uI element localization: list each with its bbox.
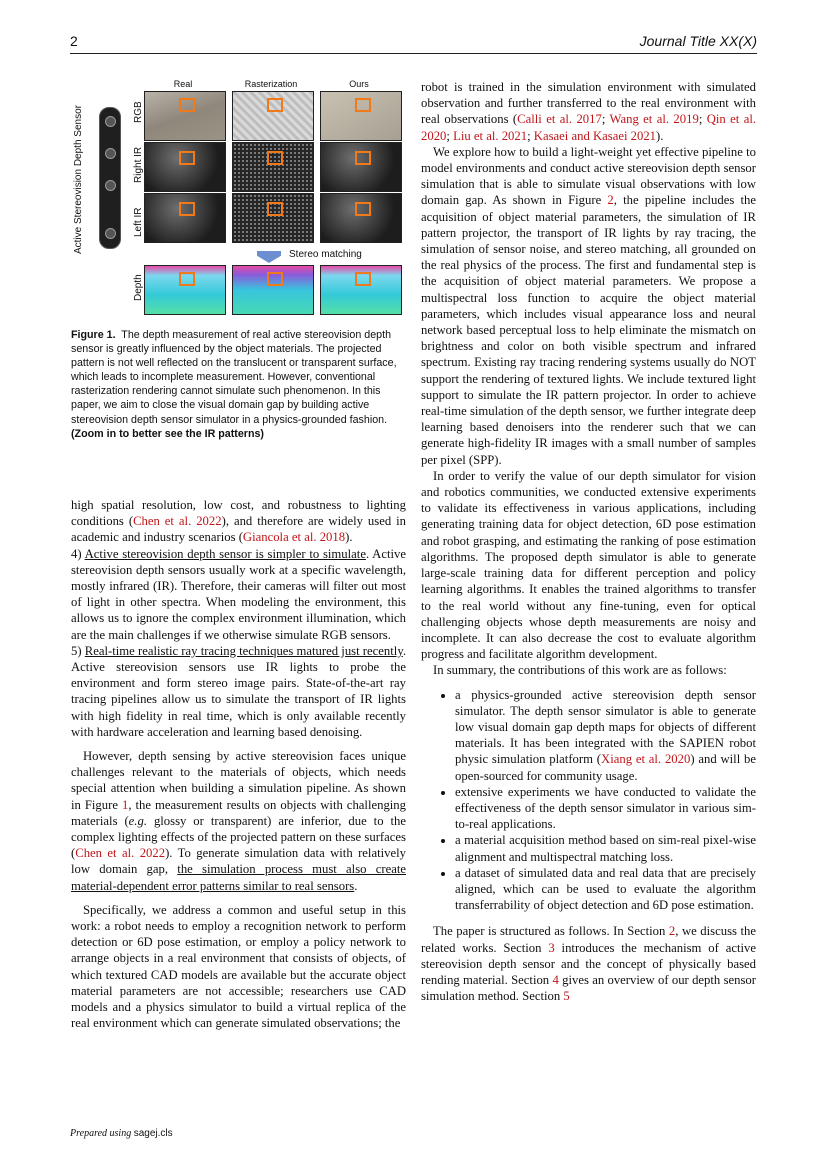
citation-link[interactable]: Qin et al. 2020: [421, 112, 757, 143]
panel-right-ir-rasterization: [232, 142, 314, 192]
figure-caption: [71, 328, 406, 441]
citation-link[interactable]: Giancola et al. 2018: [242, 530, 346, 545]
page-number: 2: [70, 33, 78, 49]
figure-ref-link[interactable]: 2: [607, 193, 614, 208]
left-paragraph-4: However, depth sensing by active stereovision faces unique challenges relevant to the materials of objects, which needs special attention when building a simulation pipeline. As shown in Figure 1, the measurement results on objects with challenging materials (e.g. glossy or transparent) are inferior, due to the complex lighting effects of the projected pattern on these surfaces (Chen et al. 2022). To generate simulation data with relatively low domain gap, the simulation process must also create material-dependent error patterns similar to real sensors.: [71, 749, 406, 893]
header-rule: [70, 53, 757, 54]
caption-bold: (Zoom in to better see the IR patterns): [71, 427, 264, 440]
panel-left-ir-real: [144, 193, 226, 243]
list-item: • extensive experiments we have conducted to validate the effectiveness of the depth sensor simulator in various sim-to-real applications.: [455, 784, 756, 833]
citation-link[interactable]: Liu et al. 2021: [453, 128, 528, 143]
caption-label: Figure 1.: [71, 329, 116, 341]
right-paragraph-1: robot is trained in the simulation environment with simulated observation and further transferred to the real environment with real observations (Calli et al. 2017; Wang et al. 2019; Qin et al. 2020; Liu et al. 2021; Kasaei and Kasaei 2021).: [421, 80, 757, 143]
stereo-matching-label: Stereo matching: [289, 249, 362, 260]
figure-side-label: Active Stereovision Depth Sensor: [73, 105, 84, 254]
citation-link[interactable]: Xiang et al. 2020: [601, 752, 691, 767]
contributions-list: [421, 687, 756, 914]
right-column: [421, 79, 756, 1004]
left-paragraph-1: high spatial resolution, low cost, and robustness to lighting conditions (Chen et al. 2022), and therefore are widely used in academic and industry scenarios (Giancola et al. 2018).: [71, 498, 406, 545]
panel-left-ir-ours: [320, 193, 402, 243]
list-item: • a physics-grounded active stereovision depth sensor simulator. The depth sensor simulator is able to generate low visual domain gap depth maps for objects of different materials. It has been integrated with the SAPIEN robot physic simulation platform (Xiang et al. 2020) and will be open-sourced for community usage.: [455, 687, 756, 784]
left-column: [71, 497, 406, 1032]
panel-right-ir-ours: [320, 142, 402, 192]
right-paragraph-3: In order to verify the value of our depth simulator for vision and robotics communities, we conducted extensive experiments to validate its effectiveness in various applications, including generating training data for object detection, 6D pose estimation and robot grasping, and estimating the ranking of pose estimation algorithms. The proposed depth simulator is able to generate large-scale training data for different perception and policy learning algorithms. It enables the trained algorithms to transfer to the real world without any fine-tuning, even for optical challenging objects whose depth measurements are noisy and incomplete. It can also decrease the cost to evaluate algorithm progress and facilitate algorithm development.: [421, 468, 756, 662]
citation-link[interactable]: Chen et al. 2022: [133, 514, 222, 529]
footer: Prepared using sagej.cls: [70, 1128, 173, 1139]
left-paragraph-3: 5) Real-time realistic ray tracing techniques matured just recently. Active stereovision sensors use IR lights to probe the environment and form stereo image pairs. State-of-the-art ray tracing pipelines allow us to simulate the transport of IR lights with high fidelity in real time, which is only available recently with hardware acceleration and learning based denoising.: [71, 643, 407, 739]
left-paragraph-2: 4) Active stereovision depth sensor is simpler to simulate. Active stereovision depth sensors usually work at a specific wavelength, mostly infrared (IR). Therefore, their cameras will filter out most of light in other spectra. When modeling the environment, this allows us to ignore the complex environment illumination, which are the main challenges if we otherwise simulate RGB sensors.: [71, 546, 406, 642]
col-label-ours: Ours: [349, 79, 369, 89]
citation-link[interactable]: Calli et al. 2017: [517, 112, 602, 127]
col-label-real: Real: [173, 79, 193, 89]
journal-title: Journal Title XX(X): [639, 33, 757, 49]
right-paragraph-5: The paper is structured as follows. In Section 2, we discuss the related works. Section 3 introduces the mechanism of active stereovision depth sensor and the concept of physically based rending material. Section 4 gives an overview of our depth sensor simulation method. Section 5: [421, 924, 756, 1004]
figure-ref-link[interactable]: 1: [121, 797, 129, 812]
row-label-left-ir: Left IR: [133, 207, 144, 237]
sensor-illustration: [99, 107, 121, 249]
row-label-depth: Depth: [133, 274, 144, 301]
row-label-rgb: RGB: [133, 101, 144, 123]
panel-right-ir-real: [144, 142, 226, 192]
col-label-rasterization: Rasterization: [244, 79, 298, 89]
section-ref-link[interactable]: 2: [668, 924, 676, 939]
figure-1: [71, 79, 406, 319]
right-paragraph-2: We explore how to build a light-weight yet effective pipeline to model environments and conduct active stereovision depth sensor simulation that is able to simulate visual observations with low domain gap. As shown in Figure 2, the pipeline includes the acquisition of object material parameters, the simulation of IR pattern projector, the transport of IR lights by ray tracing, the simulation of sensor noise, and stereo matching, all grounded on the real physics of the process. The first and fundamental step is the acquisition of object material parameters. We propose a multispectral loss function to acquire the object material parameters, which includes visual appearance loss and neural network based perceptual loss to help eliminate the mismatch on brightness and color on both visible spectrum and infrared spectrum. Existing ray tracing rendering systems usually do NOT support the rendering of textured lights. We include textured light support to simulate the IR pattern projector. In order to achieve real-time simulation of the depth sensor, we further integrate deep learning based denoisers into the renderer such that we can generate high-fidelity IR images with a small number of samples per pixel (SPP).: [421, 144, 756, 467]
panel-rgb-ours: [320, 91, 402, 141]
right-paragraph-4: In summary, the contributions of this work are as follows:: [433, 663, 727, 678]
list-item: • a dataset of simulated data and real data that are precisely aligned, which can be used to evaluate the algorithm transferrability of object detection and 6D pose estimation.: [455, 865, 756, 914]
left-paragraph-5: Specifically, we address a common and useful setup in this work: a robot needs to employ a recognition network to perform detection or 6D pose estimation, or employ a policy network to arrange objects in a real environment that consists of objects, of which textured CAD models are available but the accurate object material parameters are not accessible; researchers use CAD models and a physics simulator to build a virtual replica of the real environment which can generate simulated observations; the: [71, 902, 406, 1031]
section-ref-link[interactable]: 4: [552, 972, 559, 987]
stereo-arrow-icon: [257, 251, 281, 263]
panel-depth-rasterization: [232, 265, 314, 315]
caption-text: The depth measurement of real active stereovision depth sensor is greatly influenced by the object materials. The projected pattern is not well reflected on the translucent or transparent surface, which leads to incomplete measurement. However, conventional rasterization rendering cannot simulate such phenomenon. In this paper, we aim to close the visual domain gap by building active stereovision depth sensor simulator in a physics-grounded fashion.: [71, 329, 397, 426]
section-ref-link[interactable]: 5: [563, 989, 570, 1004]
list-item: • a material acquisition method based on sim-real pixel-wise alignment and multispectral matching loss.: [455, 832, 756, 864]
panel-depth-ours: [320, 265, 402, 315]
citation-link[interactable]: Kasaei and Kasaei 2021: [533, 128, 657, 143]
row-label-right-ir: Right IR: [133, 146, 144, 183]
citation-link[interactable]: Wang et al. 2019: [609, 112, 699, 127]
panel-rgb-rasterization: [232, 91, 314, 141]
panel-rgb-real: [144, 91, 226, 141]
citation-link[interactable]: Chen et al. 2022: [75, 846, 166, 861]
section-ref-link[interactable]: 3: [548, 940, 555, 955]
panel-depth-real: [144, 265, 226, 315]
panel-left-ir-rasterization: [232, 193, 314, 243]
